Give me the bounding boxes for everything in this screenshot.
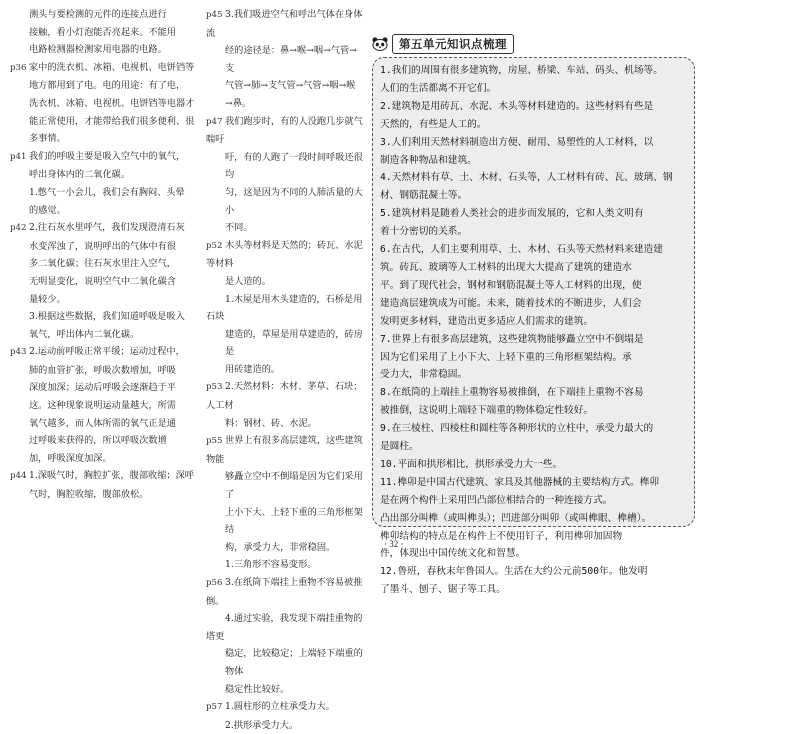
answer-line: 料：钢材、砖、水泥。 — [225, 417, 317, 429]
knowledge-line: 发明更多材料，建造出更多适应人们需求的建筑。 — [380, 315, 594, 327]
section-title: 第五单元知识点梳理 — [392, 34, 514, 54]
page-ref: p41 — [10, 151, 27, 162]
knowledge-line: 9.在三棱柱、四棱柱和圆柱等各种形状的立柱中，承受力最大的 — [380, 423, 654, 435]
knowledge-item — [380, 563, 690, 599]
knowledge-line: 6.在古代，人们主要利用草、土、木材、石头等天然材料来建造建 — [380, 244, 663, 256]
knowledge-line: 12.鲁班，春秋末年鲁国人。生活在大约公元前500年。他发明 — [380, 566, 648, 578]
page-ref: p53 — [206, 382, 223, 393]
knowledge-line: 制造各种物品和建筑。 — [380, 154, 477, 166]
answer-line: 水变浑浊了，说明呼出的气体中有很 — [29, 240, 176, 252]
knowledge-line: 11.榫卯是中国古代建筑、家具及其他器械的主要结构方式。榫卯 — [380, 476, 660, 488]
page-ref: p36 — [10, 62, 27, 73]
knowledge-line: 7.世界上有很多高层建筑，这些建筑物能够矗立空中不倒塌是 — [380, 333, 644, 345]
answer-line: 用砖建造的。 — [225, 363, 281, 375]
answer-line: 1.木屋是用木头建造的，石桥是用石块 — [206, 293, 363, 323]
knowledge-item — [380, 384, 690, 420]
answer-line: 2.天然材料：木材、茅草、石块；人工材 — [206, 381, 363, 412]
answer-line: 洗衣机、冰箱、电视机、电饼铛等电器才 — [29, 97, 195, 109]
knowledge-line: 1.我们的周围有很多建筑物，房屋、桥梁、车站、码头、机场等。 — [380, 65, 663, 76]
knowledge-line: 着十分密切的关系。 — [380, 226, 468, 238]
answer-line: 的感觉。 — [29, 204, 66, 216]
answer-line: 1.深吸气时，胸腔扩张，腹部收缩；深呼 — [29, 470, 194, 482]
answer-line: 家中的洗衣机、冰箱、电视机、电饼铛等 — [29, 61, 195, 73]
page-ref: p57 — [206, 702, 223, 713]
answer-line: 3.根据这些数据，我们知道呼吸是吸入 — [29, 311, 185, 323]
answer-line: 这。这种现象说明运动量越大，所需 — [29, 400, 176, 412]
knowledge-line: 受力大，非常稳固。 — [380, 369, 468, 381]
answer-entry — [10, 467, 202, 503]
answer-entry — [206, 698, 366, 717]
page-ref: p56 — [206, 578, 223, 588]
answer-entry — [10, 308, 202, 343]
answer-line: 无明显变化，说明空气中二氧化碳含 — [29, 275, 176, 287]
answer-line: 量较少。 — [29, 293, 66, 305]
answer-entry — [206, 237, 366, 291]
page-ref: p44 — [10, 471, 27, 482]
knowledge-line: 材、钢筋混凝土等。 — [380, 190, 468, 202]
answer-line: 2.往石灰水里呼气，我们发现澄清石灰 — [29, 222, 185, 234]
answer-line: 木头等材料是天然的；砖瓦、水泥等材料 — [206, 239, 363, 270]
knowledge-line: 天然的，有些是人工的。 — [380, 118, 487, 130]
answer-line: 是人造的。 — [225, 275, 271, 287]
knowledge-line: 凸出部分叫榫（或叫榫头）；凹进部分叫卯（或叫榫眼、榫槽）。 — [380, 512, 652, 524]
knowledge-line: 3.人们利用天然材料制造出方便、耐用、易塑性的人工材料，以 — [380, 136, 654, 148]
panda-icon — [371, 37, 389, 51]
knowledge-item — [380, 205, 690, 241]
knowledge-list — [380, 62, 690, 599]
answer-entry — [10, 6, 202, 59]
answer-line: 1.憋气一小会儿，我们会有胸闷、头晕 — [29, 186, 185, 198]
answer-line: 深度加深；运动后呼吸会逐渐趋于平 — [29, 382, 176, 394]
page-number: · 32 · — [384, 539, 404, 549]
knowledge-line: 人们的生活都离不开它们。 — [380, 82, 497, 94]
knowledge-item — [380, 474, 690, 564]
answer-line: 构，承受力大，非常稳固。 — [225, 541, 336, 553]
answer-line: 加，呼吸深度加深。 — [29, 452, 112, 464]
answer-line: 气管→肺→支气管→气管→咽→喉 — [225, 80, 356, 92]
page-ref: p43 — [10, 347, 27, 358]
knowledge-item — [380, 241, 690, 331]
answer-line: 我们的呼吸主要是吸入空气中的氧气， — [29, 150, 186, 162]
answer-line: 2.拱形承受力大。 — [225, 719, 299, 731]
page-ref: p47 — [206, 116, 223, 127]
knowledge-line: 5.建筑材料是随着人类社会的进步而发展的，它和人类文明有 — [380, 208, 644, 220]
answer-line: 气时，胸腔收缩，腹部放松。 — [29, 489, 149, 501]
answer-entry — [206, 113, 366, 237]
answer-entry — [10, 343, 202, 467]
knowledge-line: 因为它们采用了上小下大、上轻下重的三角形框架结构。承 — [380, 351, 632, 363]
answer-line: 3.在纸筒下端挂上重物不容易被推倒。 — [206, 577, 363, 607]
answer-entry — [206, 574, 366, 610]
answer-line: 1.圆柱形的立柱承受力大。 — [225, 701, 335, 713]
answer-entry — [206, 291, 366, 379]
knowledge-line: 是圆柱。 — [380, 441, 419, 453]
knowledge-item — [380, 420, 690, 456]
answer-line: 3.我们吸进空气和呼出气体在身体流 — [206, 9, 363, 39]
answer-line: 够矗立空中不倒塌是因为它们采用了 — [225, 471, 363, 501]
answer-line: 上小下大、上轻下重的三角形框架结 — [225, 506, 363, 536]
answer-entry — [206, 717, 366, 734]
answer-entry — [206, 556, 366, 574]
answer-entry — [206, 610, 366, 698]
answer-entry — [206, 432, 366, 556]
answer-line: 我们跑步时，有的人没跑几步就气喘吁 — [206, 115, 363, 146]
answer-line: 吁，有的人跑了一段时间呼吸还很均 — [225, 151, 363, 181]
knowledge-line: 10.平面和拱形相比，拱形承受力大一些。 — [380, 458, 563, 470]
answer-line: 接触，看小灯泡能否亮起来。不能用 — [29, 26, 176, 38]
page-ref: p52 — [206, 240, 223, 251]
answer-line: 过呼吸来获得的，所以呼吸次数增 — [29, 435, 167, 447]
page-ref: p55 — [206, 436, 223, 447]
knowledge-line: 筑。砖瓦、玻璃等人工材料的出现大大提高了建筑的建造水 — [380, 261, 632, 273]
knowledge-item — [380, 456, 690, 474]
answer-line: 4.通过实验，我发现下端挂重物的塔更 — [206, 613, 363, 642]
knowledge-item — [380, 331, 690, 385]
knowledge-line: 被推倒，这说明上端轻下端重的物体稳定性较好。 — [380, 405, 594, 417]
knowledge-line: 2.建筑物是用砖瓦、水泥、木头等材料建造的。这些材料有些是 — [380, 100, 654, 112]
knowledge-item — [380, 62, 690, 98]
answer-entry — [10, 219, 202, 308]
answer-line: 氧气，呼出体内二氧化碳。 — [29, 328, 140, 340]
knowledge-line: 4.天然材料有草、土、木材、石头等，人工材料有砖、瓦、玻璃、钢 — [380, 172, 673, 184]
page-ref: p42 — [10, 223, 27, 234]
knowledge-item — [380, 134, 690, 170]
answer-line: 稳定，比较稳定；上端轻下端重的物体 — [225, 648, 363, 677]
answer-line: 稳定性比较好。 — [225, 683, 290, 695]
answer-line: 肺的血管扩张，呼吸次数增加，呼吸 — [29, 364, 176, 376]
section-heading — [371, 34, 514, 54]
knowledge-line: 平。到了现代社会，钢材和钢筋混凝土等人工材料的出现，使 — [380, 279, 642, 291]
answer-line: 氧气越多，而人体所需的氧气正是通 — [29, 417, 176, 429]
answer-line: 世界上有很多高层建筑，这些建筑物能 — [206, 435, 363, 465]
knowledge-line: 件，体现出中国传统文化和智慧。 — [380, 548, 526, 560]
answer-line: 不同。 — [225, 222, 253, 234]
answer-line: 建造的，草屋是用草建造的，砖房是 — [225, 328, 363, 358]
answer-line: 电路检测器检测家用电器的电路。 — [29, 44, 167, 56]
answer-line: 经的途径是：鼻→喉→咽→气管→支 — [225, 45, 357, 74]
knowledge-line: 是在两个构件上采用凹凸部位相结合的一种连接方式。 — [380, 494, 613, 506]
answer-entry — [206, 378, 366, 432]
knowledge-line: 了墨斗、刨子、锯子等工具。 — [380, 584, 506, 596]
knowledge-line: 8.在纸筒的上端挂上重物容易被推倒，在下端挂上重物不容易 — [380, 387, 644, 399]
answer-entry — [10, 59, 202, 148]
answer-line: 呼出身体内的二氧化碳。 — [29, 169, 131, 181]
answer-entry — [10, 148, 202, 184]
answer-column-middle — [206, 6, 366, 734]
answer-column-left — [10, 6, 202, 504]
knowledge-item — [380, 169, 690, 205]
answer-line: 地方都用到了电。电的用途：有了电， — [29, 80, 186, 92]
answer-line: 多二氧化碳；往石灰水里注入空气， — [29, 258, 176, 270]
answer-entry — [206, 6, 366, 113]
answer-line: 多事情。 — [29, 133, 66, 145]
answer-line: →鼻。 — [225, 97, 252, 109]
knowledge-item — [380, 98, 690, 134]
answer-line: 1.三角形不容易变形。 — [225, 559, 317, 571]
knowledge-line: 建造高层建筑成为可能。未来，随着技术的不断进步，人们会 — [380, 297, 642, 309]
page-ref: p45 — [206, 10, 223, 20]
answer-line: 2.运动前呼吸正常平缓；运动过程中， — [29, 346, 185, 358]
answer-entry — [10, 184, 202, 219]
answer-line: 测头与要检测的元件的连接点进行 — [29, 9, 167, 20]
knowledge-line: 榫卯结构的特点是在构件上不使用钉子，利用榫卯加固物 — [380, 530, 623, 542]
answer-line: 能正常使用，才能带给我们很多便利、很 — [29, 115, 195, 127]
answer-line: 匀，这是因为不同的人肺活量的大小 — [225, 186, 363, 216]
